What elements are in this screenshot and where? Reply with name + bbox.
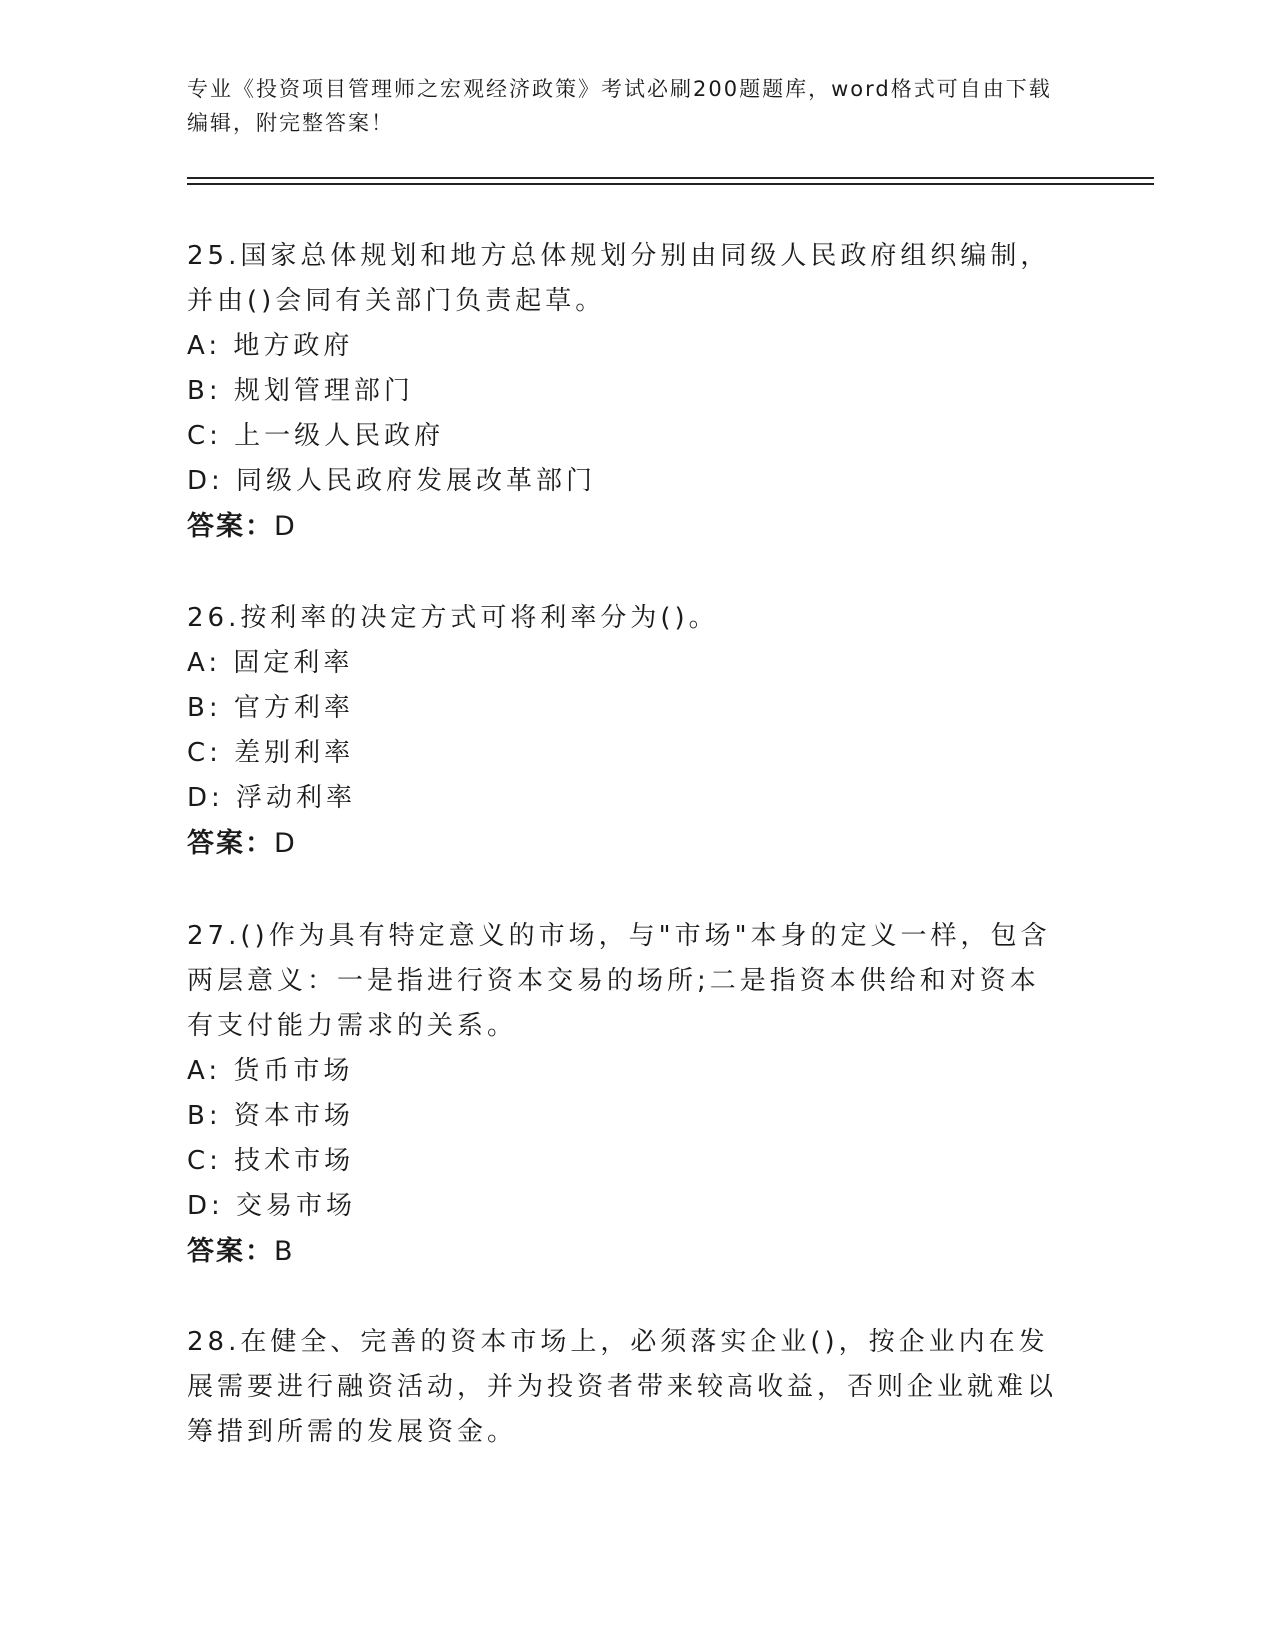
answer-label: 答案： xyxy=(187,1236,274,1267)
answer-label: 答案： xyxy=(187,511,274,542)
question-26 xyxy=(187,596,1067,866)
option-b: B: 规划管理部门 xyxy=(187,376,414,406)
answer-value: B xyxy=(274,1236,295,1267)
option-c: C: 技术市场 xyxy=(187,1146,355,1176)
answer-line xyxy=(187,821,1067,866)
header-divider-top xyxy=(187,177,1154,179)
option-a: A: 货币市场 xyxy=(187,1056,354,1086)
option-d: D: 交易市场 xyxy=(187,1191,357,1221)
answer-label: 答案： xyxy=(187,828,274,859)
answer-value: D xyxy=(274,511,297,542)
option-c: C: 差别利率 xyxy=(187,738,355,768)
option-d: D: 同级人民政府发展改革部门 xyxy=(187,466,597,496)
option-d: D: 浮动利率 xyxy=(187,783,357,813)
question-stem: 28.在健全、完善的资本市场上，必须落实企业()，按企业内在发展需要进行融资活动，并为投资者带来较高收益，否则企业就难以筹措到所需的发展资金。 xyxy=(187,1327,1058,1447)
header-divider-bottom xyxy=(187,183,1154,185)
question-27 xyxy=(187,914,1067,1274)
answer-value: D xyxy=(274,828,297,859)
question-stem: 27.()作为具有特定意义的市场，与"市场"本身的定义一样，包含两层意义：一是指进行资本交易的场所;二是指资本供给和对资本有支付能力需求的关系。 xyxy=(187,921,1051,1041)
option-c: C: 上一级人民政府 xyxy=(187,421,445,451)
question-28 xyxy=(187,1320,1067,1455)
option-a: A: 地方政府 xyxy=(187,331,354,361)
document-header: 专业《投资项目管理师之宏观经济政策》考试必刷200题题库，word格式可自由下载编辑，附完整答案！ xyxy=(187,77,1052,135)
option-b: B: 资本市场 xyxy=(187,1101,354,1131)
question-25 xyxy=(187,234,1067,549)
answer-line xyxy=(187,1229,1067,1274)
question-stem: 26.按利率的决定方式可将利率分为()。 xyxy=(187,603,719,633)
answer-line xyxy=(187,504,1067,549)
option-b: B: 官方利率 xyxy=(187,693,354,723)
question-stem: 25.国家总体规划和地方总体规划分别由同级人民政府组织编制，并由()会同有关部门负责起草。 xyxy=(187,241,1051,316)
option-a: A: 固定利率 xyxy=(187,648,354,678)
